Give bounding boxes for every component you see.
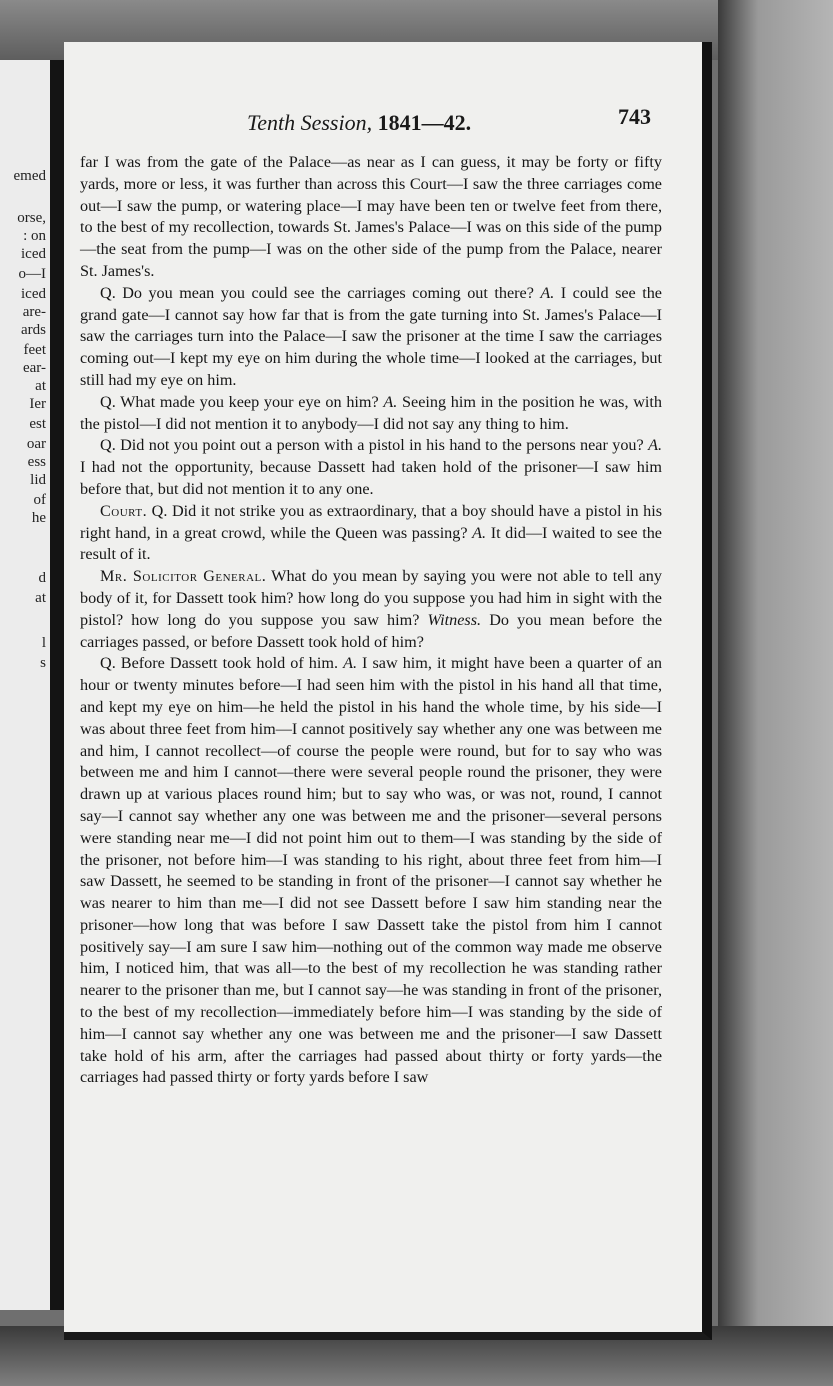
running-head-years: 1841—42.	[377, 110, 472, 135]
text-run: Q. Do you mean you could see the carriages coming out there?	[100, 283, 541, 302]
paragraph	[80, 501, 662, 566]
text-run: Q. Before Dassett took hold of him.	[100, 654, 344, 673]
text-run: Q. Did not you point out a person with a pistol in his hand to the persons near you?	[100, 436, 649, 455]
facing-page-fragment: at	[35, 378, 46, 394]
facing-page-fragment: at	[35, 590, 46, 606]
facing-page-fragment: ear-	[22, 360, 46, 376]
text-run: A.	[540, 283, 555, 302]
text-run: A.	[648, 436, 662, 455]
text-run: Court.	[100, 501, 148, 520]
facing-page-fragment: he	[31, 510, 46, 526]
page-header	[64, 104, 704, 140]
facing-page-fragment: d	[38, 570, 46, 586]
text-run: Witness.	[427, 610, 482, 629]
facing-page-fragment: orse,	[17, 210, 46, 226]
facing-page-fragment: ards	[21, 322, 46, 338]
background-right	[718, 0, 833, 1386]
text-run: What do you mean by saying you were not able to tell any body of it, for Dassett took him? how long do you suppose you had him in sight with the pistol? how long do you suppose you saw him?	[80, 567, 662, 629]
facing-page-fragment: lid	[30, 472, 46, 488]
running-head	[247, 110, 471, 136]
facing-page-fragment: feet	[23, 342, 46, 358]
facing-page-fragment: iced	[21, 246, 46, 262]
facing-page-fragment: ess	[27, 454, 46, 470]
text-run: It did—I waited to see the result of it.	[80, 523, 662, 564]
text-run: far I was from the gate of the Palace—as near as I can guess, it may be forty or fifty yards, more or less, it was further than across this Court—I saw the three carriages come out—I saw the pump, or watering place—I may have been ten or twelve feet from there, to the best of my recollection, towards St. James's Palace—I was on this side of the pump—the seat from the pump—I was on the other side of the pump from the Palace, nearer St. James's.	[80, 153, 662, 280]
text-run: I had not the opportunity, because Dassett had taken hold of the prisoner—I saw him before that, but did not mention it to any one.	[80, 458, 662, 498]
running-head-title: Tenth Session,	[247, 110, 373, 135]
paragraph	[80, 653, 662, 1089]
text-run: I could see the grand gate—I cannot say how far that is from the gate turning into St. James's Palace—I saw the carriages turn into the Palace—I saw the prisoner at the time I saw the carriages coming out—I kept my eye on him during the whole time—I looked at the carriages, but still had my eye on him.	[80, 283, 662, 389]
text-run: A.	[343, 654, 357, 673]
facing-page-fragment: iced	[21, 286, 46, 302]
text-run: Mr. Solicitor General.	[100, 567, 267, 586]
facing-page-fragment: : on	[23, 228, 46, 244]
text-run: Q. Did it not strike you as extraordinary, that a boy should have a pistol in his right hand, in a great crowd, while the Queen was passing?	[80, 501, 662, 542]
paragraph	[80, 566, 662, 653]
facing-page-fragment: are-	[22, 304, 46, 320]
paragraph	[80, 283, 662, 392]
facing-page-fragment: of	[33, 492, 46, 508]
body-text	[80, 152, 662, 1089]
facing-page-fragment: s	[40, 655, 46, 671]
facing-page-fragment: l	[41, 635, 46, 651]
text-run: I saw him, it might have been a quarter of an hour or twenty minutes before—I had seen him with the pistol in his hand all that time, and kept my eye on him—he held the pistol in his hand the whole time, by his side—I was about three feet from him—I cannot positively say whether any one was between me and him, I cannot recollect—of course the people were round, but for to say who was between me and him I cannot—there were several people round the prisoner, they were drawn up at various places round him; but to say who was, or was not, round, I cannot say—I cannot say whether any one was between me and the prisoner—several persons were standing near me—I did not point him out to them—I was standing by the side of the prisoner, not before him—I was standing to his right, about three feet from him—I saw Dassett, he seemed to be standing in front of the prisoner—I cannot say whether he was nearer to him than me—I did not see Dassett before I saw him standing near the prisoner—how long that was before I saw Dassett take the pistol from him I cannot positively say—I am sure I saw him—nothing out of the common way made me observe him, I noticed him, that was all—to the best of my recollection he was standing rather nearer to the prisoner than me, but I cannot say—he was standing in front of the prisoner, to the best of my recollection—immediately before him—I was standing by the side of him—I cannot say whether any one was between me and the prisoner—I saw Dassett take hold of his arm, after the carriages had passed about thirty or forty yards—the carriages had passed thirty or forty yards before I saw	[80, 654, 663, 1087]
facing-page-fragment: est	[29, 416, 46, 432]
text-run: Do you mean before the carriages passed, or before Dassett took hold of him?	[80, 610, 662, 651]
text-run: Q. What made you keep your eye on him?	[100, 392, 384, 411]
book-page	[64, 42, 712, 1340]
facing-page-fragment: o—I	[18, 266, 46, 282]
facing-page-fragment: emed	[13, 168, 46, 184]
facing-page-fragment: Ier	[29, 396, 46, 412]
page-number: 743	[618, 104, 651, 129]
facing-page-edge	[0, 60, 64, 1310]
paragraph	[80, 435, 662, 500]
text-run: A.	[383, 392, 398, 411]
text-run: Seeing him in the position he was, with the pistol—I did not mention it to anybody—I did not say any thing to him.	[80, 392, 662, 433]
paragraph	[80, 392, 662, 436]
paragraph	[80, 152, 662, 283]
facing-page-fragment: oar	[26, 436, 46, 452]
text-run: A.	[472, 523, 487, 542]
